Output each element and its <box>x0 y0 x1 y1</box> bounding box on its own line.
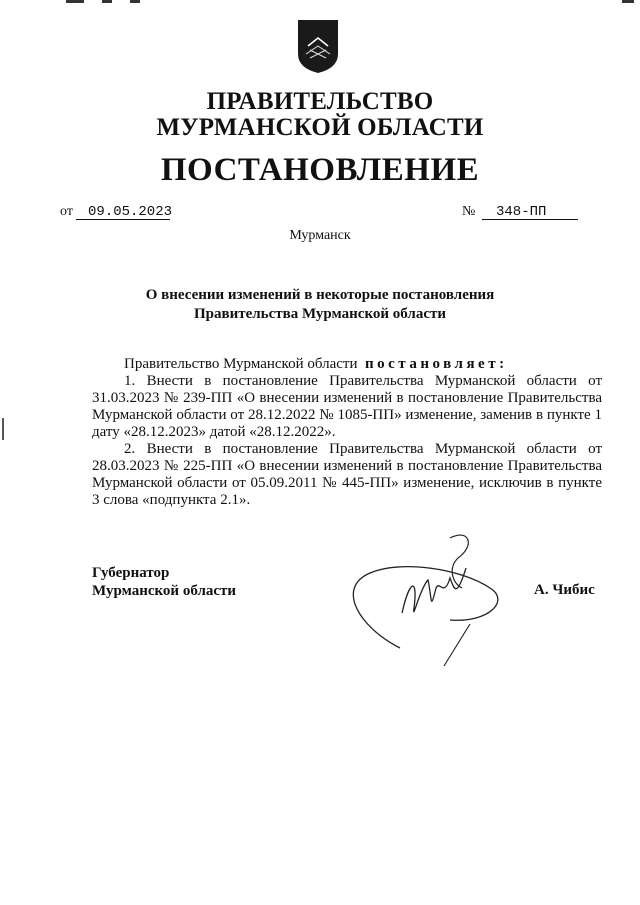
preamble <box>92 356 602 373</box>
document-type: ПОСТАНОВЛЕНИЕ <box>160 152 480 188</box>
scan-artifact <box>622 0 634 3</box>
coat-of-arms-icon <box>296 18 340 74</box>
scan-artifact <box>102 0 112 3</box>
scan-artifact <box>130 0 140 3</box>
handwritten-signature <box>340 528 520 668</box>
document-number: 348-ПП <box>496 204 547 220</box>
city: Мурманск <box>289 228 351 243</box>
number-prefix: № <box>462 204 476 219</box>
signatory-title <box>92 564 236 600</box>
document-body <box>92 356 602 509</box>
subject-line1: О внесении изменений в некоторые постановления <box>145 287 495 303</box>
preamble-text: Правительство Мурманской области <box>124 356 358 372</box>
item-2: 2. Внести в постановление Правительства Мурманской области от 28.03.2023 № 225-ПП «О внесении изменений в постановление Правительства Мурманской области от 05.09.2011 № 445-ПП» изменение, исключив в пункте 3 слова «подпункта 2.1». <box>92 441 602 508</box>
document-subject <box>90 286 550 324</box>
item-1: 1. Внести в постановление Правительства Мурманской области от 31.03.2023 № 239-ПП «О внесении изменений в постановление Правительства Мурманской области от 28.12.2022 № 1085-ПП» изменение, заменив в пункте 1 дату «28.12.2023» датой «28.12.2022». <box>92 373 602 440</box>
number-underline <box>482 219 578 220</box>
preamble-action: постановляет: <box>365 356 508 372</box>
scan-artifact <box>66 0 84 3</box>
subject-line2: Правительства Мурманской области <box>193 306 447 322</box>
date-underline <box>76 219 170 220</box>
signatory-title-line1: Губернатор <box>92 565 170 581</box>
signatory-title-line2: Мурманской области <box>92 583 237 599</box>
scan-edge-mark <box>2 418 4 440</box>
signatory-name: А. Чибис <box>534 582 595 598</box>
org-name-line2: МУРМАНСКОЙ ОБЛАСТИ <box>156 114 484 141</box>
org-name-line1: ПРАВИТЕЛЬСТВО <box>206 88 434 115</box>
date-prefix: от <box>60 204 73 219</box>
document-date: 09.05.2023 <box>88 204 173 220</box>
